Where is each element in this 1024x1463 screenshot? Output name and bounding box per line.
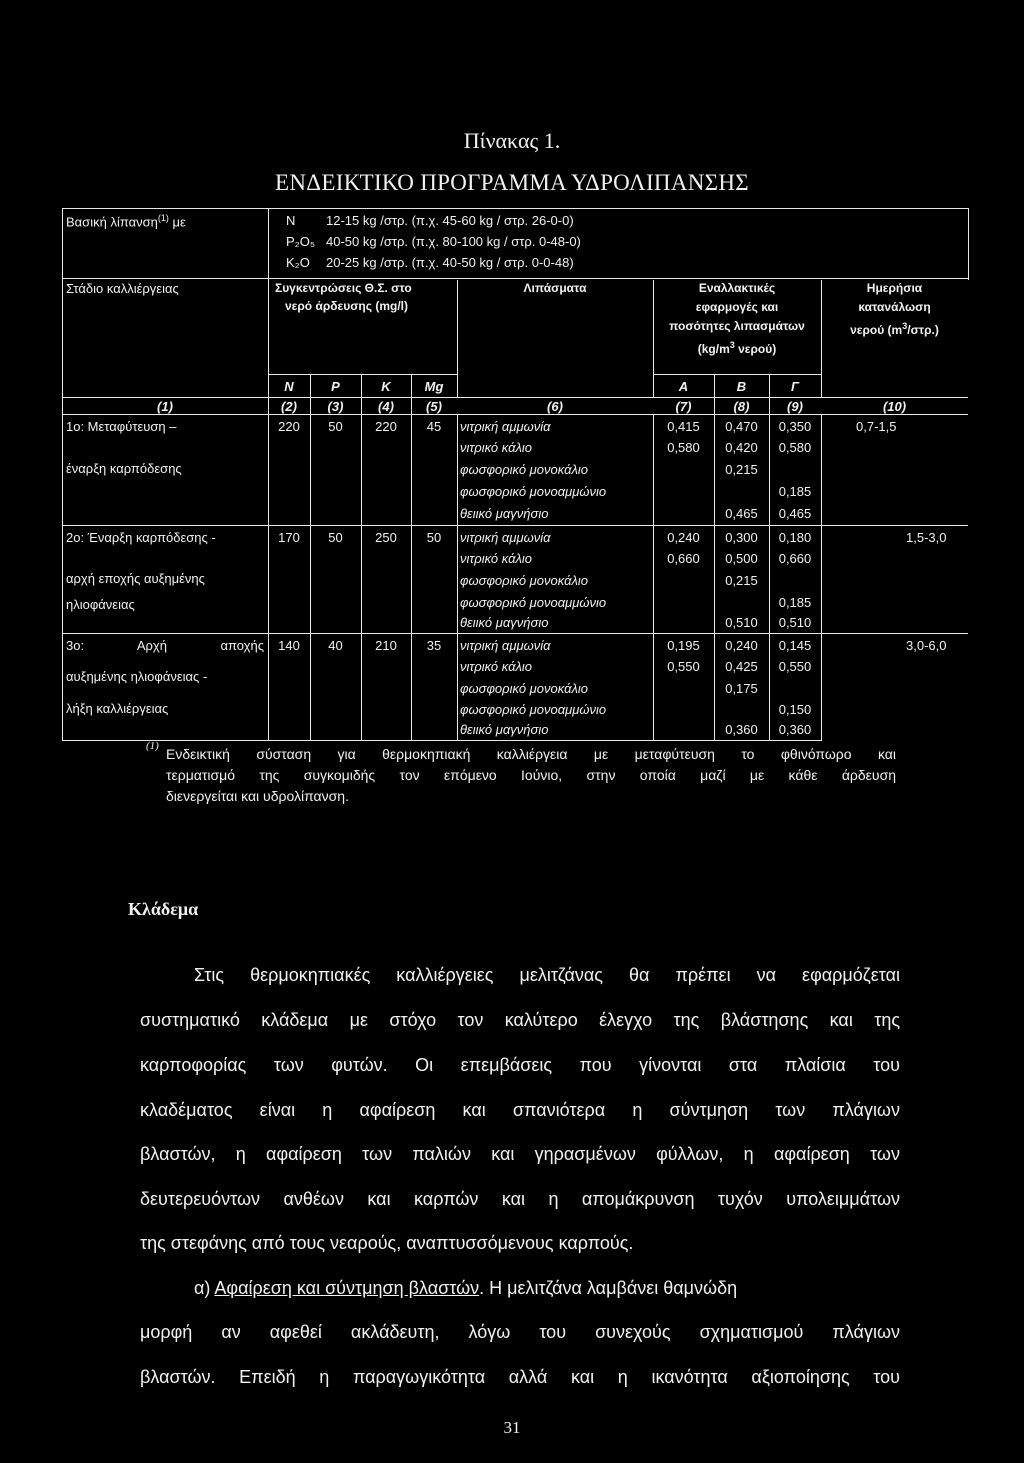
stage-mg: 50 <box>426 530 442 545</box>
footnote-line: Ενδεικτική σύσταση για θερμοκηπιακή καλλιέργεια με μεταφύτευση το φθινόπωρο και <box>166 746 896 762</box>
col-num-2: (2) <box>281 399 297 414</box>
fert-name: νιτρικό κάλιο <box>460 551 533 566</box>
stage-n: 140 <box>278 638 300 653</box>
header-daily-3: νερού $(m^3/\sigma\tau\rho.)$ <box>850 321 939 337</box>
paragraph-line: Στις θερμοκηπιακές καλλιέργειες μελιτζάνας θα πρέπει να εφαρμόζεται <box>194 965 900 985</box>
header-alternatives-1: Εναλλακτικές <box>698 281 776 295</box>
stage-k: 250 <box>375 530 397 545</box>
stage-mg: 45 <box>426 419 442 434</box>
val-g: 0,350 <box>778 419 812 434</box>
header-concentration-1: Συγκεντρώσεις Θ.Σ. στο <box>275 281 412 295</box>
stage-k: 210 <box>375 638 397 653</box>
val-a: 0,240 <box>667 530 700 545</box>
fert-name: φωσφορικό μονοαμμώνιο <box>460 484 607 499</box>
val-a: 0,195 <box>667 638 700 653</box>
stage-label-line: αυξημένης ηλιοφάνειας - <box>66 669 208 684</box>
val-g: 0,360 <box>778 722 812 737</box>
header-alternatives-4: ($kg/m^3$ νερού) <box>697 340 777 356</box>
fert-name: φωσφορικό μονοκάλιο <box>460 462 589 477</box>
val-g: 0,510 <box>778 615 812 630</box>
paragraph-line: βλαστών. Επειδή η παραγωγικότητα αλλά και η ικανότητα αξιοποίησης του <box>140 1367 900 1387</box>
val-b: 0,240 <box>725 638 758 653</box>
val-a: 0,415 <box>667 419 700 434</box>
stage-label-line: 1ο: Μεταφύτευση – <box>66 419 177 434</box>
header-alternatives-2: εφαρμογές και <box>695 300 779 314</box>
table-caption: Πίνακας 1. <box>463 128 561 153</box>
header-daily-2: κατανάλωση <box>858 300 931 314</box>
val-b: 0,420 <box>725 440 758 455</box>
fert-name: νιτρικό κάλιο <box>460 440 533 455</box>
paragraph-line: βλαστών, η αφαίρεση των παλιών και γηρασμένων φύλλων, η αφαίρεση των <box>140 1144 900 1164</box>
item-a-first-line: α) Αφαίρεση και σύντμηση βλαστών. Η μελιτζάνα λαμβάνει θαμνώδη <box>194 1278 738 1298</box>
val-g: 0,180 <box>778 530 812 545</box>
col-num-7: (7) <box>675 399 692 414</box>
fert-name: νιτρική αμμωνία <box>460 419 551 434</box>
fert-name: θειικό μαγνήσιο <box>460 615 549 630</box>
stage-label-line: έναρξη καρπόδεσης <box>66 461 182 476</box>
fert-name: θειικό μαγνήσιο <box>460 506 549 521</box>
fert-name: φωσφορικό μονοαμμώνιο <box>460 595 607 610</box>
val-g: 0,660 <box>778 551 812 566</box>
paragraph-line: μορφή αν αφεθεί ακλάδευτη, λόγω του συνεχούς σχηματισμού πλάγιων <box>140 1322 900 1342</box>
col-num-4: (4) <box>378 399 394 414</box>
paragraph-line: της στεφάνης από τους νεαρούς, αναπτυσσόμενους καρπούς. <box>140 1233 634 1253</box>
fert-name: νιτρική αμμωνία <box>460 638 551 653</box>
sub-header-n: N <box>284 379 294 394</box>
val-g: 0,580 <box>778 440 812 455</box>
stage-p: 50 <box>328 530 343 545</box>
col-num-8: (8) <box>733 399 750 414</box>
header-fertilizers: Λιπάσματα <box>523 281 587 295</box>
val-g: 0,185 <box>778 595 812 610</box>
val-g: 0,145 <box>778 638 812 653</box>
basic-line-n: N 12-15 kg /στρ. (π.χ. 45-60 kg / στρ. 26-0-0) <box>286 213 574 228</box>
val-g: 0,550 <box>778 659 812 674</box>
val-a: 0,580 <box>667 440 700 455</box>
sub-header-mg: Mg <box>424 379 444 394</box>
val-b: 0,175 <box>725 681 758 696</box>
fert-name: νιτρική αμμωνία <box>460 530 551 545</box>
stage-water: 0,7-1,5 <box>856 419 897 434</box>
sub-header-g: Γ <box>791 379 799 394</box>
val-a: 0,550 <box>667 659 700 674</box>
col-num-3: (3) <box>327 399 344 414</box>
footnote-line: τερματισμό της συγκομιδής τον επόμενο Ιούνιο, στην οποία μαζί με κάθε άρδευση <box>166 767 896 783</box>
val-b: 0,510 <box>725 615 758 630</box>
stage-n: 170 <box>278 530 300 545</box>
fert-name: φωσφορικό μονοαμμώνιο <box>460 702 607 717</box>
stage-label-line: ηλιοφάνειας <box>66 597 135 612</box>
page-number: 31 <box>503 1418 521 1437</box>
paragraph-line: συστηματικό κλάδεμα με στόχο τον καλύτερο έλεγχο της βλάστησης και της <box>140 1010 900 1030</box>
stage-label-line: αρχή εποχής αυξημένης <box>66 571 205 586</box>
val-b: 0,500 <box>725 551 758 566</box>
stage-p: 50 <box>328 419 343 434</box>
table-title: ΕΝΔΕΙΚΤΙΚΟ ΠΡΟΓΡΑΜΜΑ ΥΔΡΟΛΙΠΑΝΣΗΣ <box>275 170 749 195</box>
val-g: 0,185 <box>778 484 812 499</box>
item-a-heading: Αφαίρεση και σύντμηση βλαστών <box>214 1278 480 1298</box>
paragraph-line: κλαδέματος είναι η αφαίρεση και σπανιότερα η σύντμηση των πλάγιων <box>140 1100 900 1120</box>
basic-fertilization-label: Βασική λίπανση$^{(1)}$ με <box>66 213 186 230</box>
stage-water: 3,0-6,0 <box>906 638 947 653</box>
col-num-5: (5) <box>426 399 442 414</box>
sub-header-a: A <box>678 379 689 394</box>
footnote-line: διενεργείται και υδρολίπανση. <box>166 788 349 804</box>
val-a: 0,660 <box>667 551 700 566</box>
col-num-6: (6) <box>547 399 563 414</box>
val-b: 0,465 <box>725 506 758 521</box>
header-alternatives-3: ποσότητες λιπασμάτων <box>669 319 805 333</box>
basic-line-p: P₂O₅ 40-50 kg /στρ. (π.χ. 80-100 kg / στρ. 0-48-0) <box>286 234 581 249</box>
stage-label-line: 3ο: Αρχή αποχής <box>66 638 264 653</box>
val-b: 0,300 <box>725 530 758 545</box>
stage-mg: 35 <box>426 638 442 653</box>
paragraph-line: καρποφορίας των φυτών. Οι επεμβάσεις που γίνονται στα πλαίσια του <box>140 1055 900 1075</box>
val-g: 0,465 <box>778 506 812 521</box>
stage-k: 220 <box>375 419 397 434</box>
fert-name: φωσφορικό μονοκάλιο <box>460 573 589 588</box>
val-b: 0,360 <box>725 722 758 737</box>
val-b: 0,215 <box>725 573 758 588</box>
val-b: 0,215 <box>725 462 758 477</box>
fert-name: θειικό μαγνήσιο <box>460 722 549 737</box>
header-stage: Στάδιο καλλιέργειας <box>66 281 179 296</box>
col-num-1: (1) <box>157 399 173 414</box>
paragraph-line: δευτερευόντων ανθέων και καρπών και η απομάκρυνση τυχόν υπολειμμάτων <box>140 1189 900 1209</box>
fert-name: νιτρικό κάλιο <box>460 659 533 674</box>
sub-header-k: K <box>381 379 391 394</box>
stage-p: 40 <box>328 638 343 653</box>
header-concentration-2: νερό άρδευσης (mg/l) <box>285 299 408 313</box>
val-b: 0,425 <box>725 659 758 674</box>
sub-header-b: B <box>736 379 747 394</box>
sub-header-p: P <box>331 379 340 394</box>
basic-line-k: K₂O 20-25 kg /στρ. (π.χ. 40-50 kg / στρ. 0-0-48) <box>286 255 574 270</box>
val-g: 0,150 <box>778 702 812 717</box>
section-title: Κλάδεμα <box>128 899 199 919</box>
header-daily-1: Ημερήσια <box>866 281 923 295</box>
val-b: 0,470 <box>725 419 758 434</box>
fert-name: φωσφορικό μονοκάλιο <box>460 681 589 696</box>
stage-label-line: λήξη καλλιέργειας <box>66 701 169 716</box>
col-num-10: (10) <box>882 399 907 414</box>
stage-n: 220 <box>278 419 300 434</box>
col-num-9: (9) <box>787 399 803 414</box>
footnote-mark: (1) <box>146 740 159 752</box>
stage-label-line: 2ο: Έναρξη καρπόδεσης - <box>66 530 216 545</box>
stage-water: 1,5-3,0 <box>906 530 947 545</box>
